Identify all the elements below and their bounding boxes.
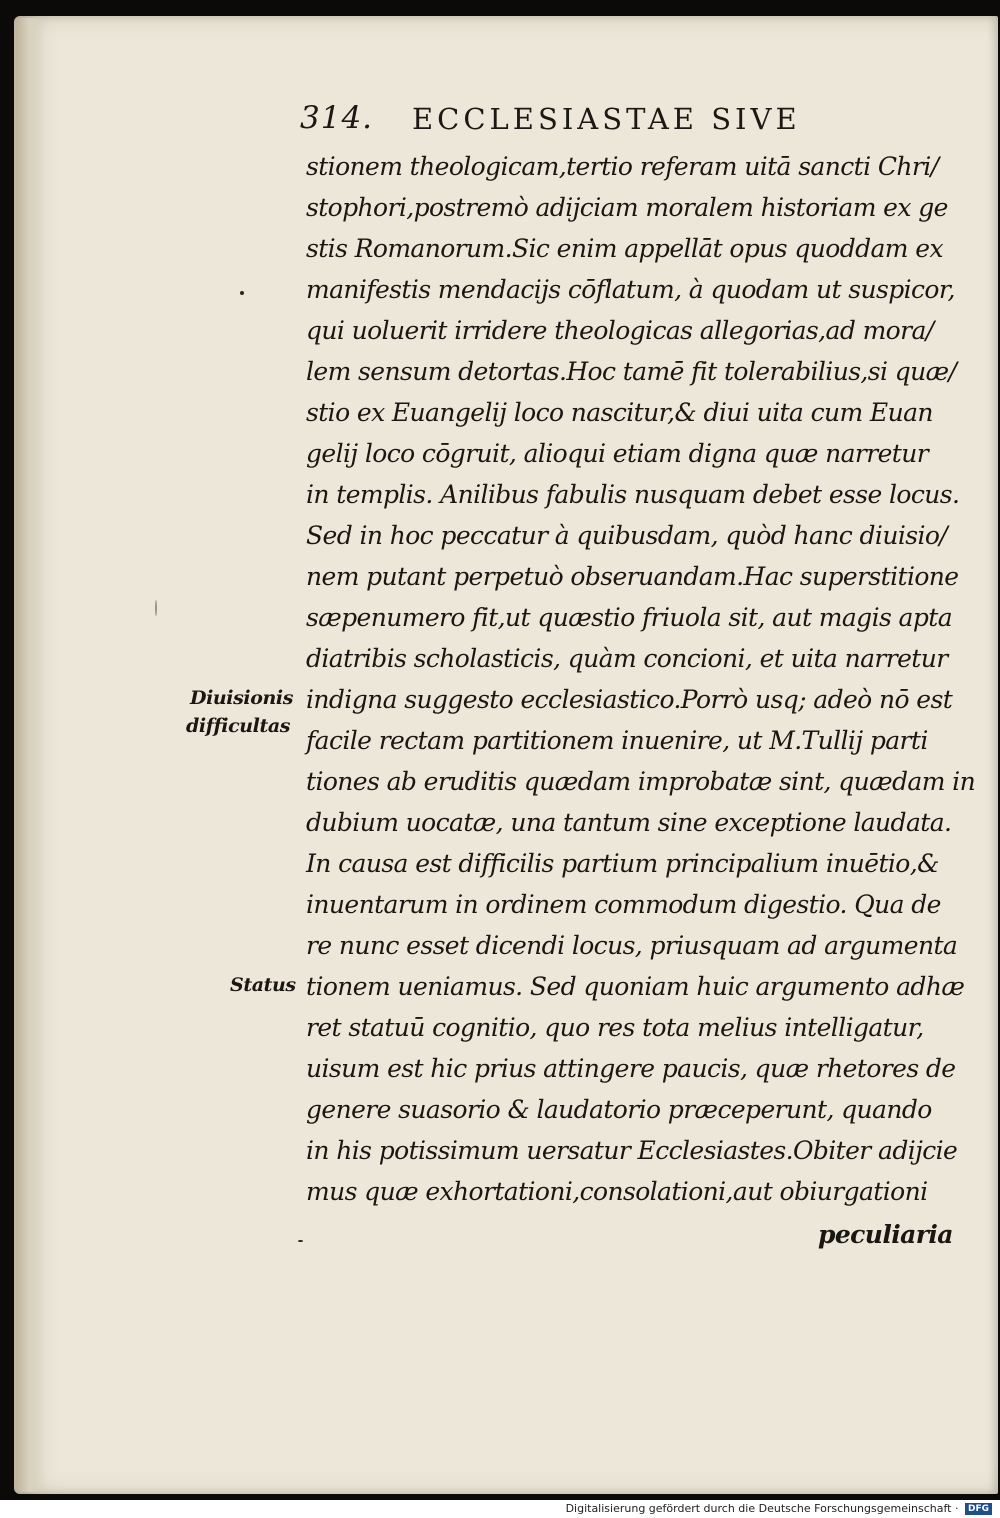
footer-text: Digitalisierung gefördert durch die Deutsche Forschungsgemeinschaft · <box>565 1502 959 1515</box>
text-line: facile rectam partitionem inuenire, ut M.Tullij parti <box>306 726 928 755</box>
text-line: genere suasorio & laudatorio præceperunt, quando <box>306 1095 932 1124</box>
text-line: uisum est hic prius attingere paucis, quæ rhetores de <box>306 1054 956 1083</box>
margin-note-diuisionis: Diuisionis <box>190 687 294 709</box>
text-line: in his potissimum uersatur Ecclesiastes.Obiter adijcie <box>306 1136 958 1165</box>
text-line: sæpenumero fit,ut quæstio friuola sit, aut magis apta <box>306 603 952 632</box>
text-line: tionem ueniamus. Sed quoniam huic argumento adhæ <box>306 972 965 1001</box>
text-line: ret statuū cognitio, quo res tota melius intelligatur, <box>306 1013 924 1042</box>
text-line: lem sensum detortas.Hoc tamē fit tolerabilius,si quæ/ <box>306 357 957 386</box>
text-line: stis Romanorum.Sic enim appellāt opus quoddam ex <box>306 234 943 263</box>
text-line: dubium uocatæ, una tantum sine exceptione laudata. <box>306 808 952 837</box>
text-line: nem putant perpetuò obseruandam.Hac superstitione <box>306 562 959 591</box>
text-line: stophori,postremò adijciam moralem historiam ex ge <box>306 193 948 222</box>
text-line: gelij loco cōgruit, alioqui etiam digna quæ narretur <box>306 439 929 468</box>
margin-note-difficultas: difficultas <box>186 715 291 737</box>
running-title: ECCLESIASTAE SIVE <box>412 102 801 136</box>
text-line: in templis. Anilibus fabulis nusquam debet esse locus. <box>306 480 960 509</box>
footer-credit <box>566 1500 992 1518</box>
text-line: qui uoluerit irridere theologicas allegorias,ad mora/ <box>306 316 934 345</box>
catchword: peculiaria <box>818 1220 953 1249</box>
text-line: stio ex Euangelij loco nascitur,& diui uita cum Euan <box>306 398 933 427</box>
text-line: tiones ab eruditis quædam improbatæ sint, quædam in <box>306 767 976 796</box>
margin-note-status: Status <box>230 974 296 996</box>
text-line: In causa est difficilis partium principalium inuētio,& <box>306 849 939 878</box>
page-number: 314. <box>300 100 374 136</box>
ink-speck <box>298 1240 303 1242</box>
text-line: inuentarum in ordinem commodum digestio. Qua de <box>306 890 941 919</box>
text-line: Sed in hoc peccatur à quibusdam, quòd hanc diuisio/ <box>306 521 948 550</box>
text-line: indigna suggesto ecclesiastico.Porrò usq; adeò nō est <box>306 685 953 714</box>
text-line: manifestis mendacijs cōflatum, à quodam ut suspicor, <box>306 275 955 304</box>
ink-speck <box>240 291 244 295</box>
text-line: stionem theologicam,tertio referam uitā sancti Chri/ <box>306 152 939 181</box>
running-head <box>300 100 860 140</box>
dfg-logo-icon: DFG <box>965 1503 992 1515</box>
text-line: re nunc esset dicendi locus, priusquam ad argumenta <box>306 931 958 960</box>
text-line: mus quæ exhortationi,consolationi,aut obiurgationi <box>306 1177 928 1206</box>
text-line: diatribis scholasticis, quàm concioni, et uita narretur <box>306 644 948 673</box>
ink-speck <box>155 600 157 616</box>
